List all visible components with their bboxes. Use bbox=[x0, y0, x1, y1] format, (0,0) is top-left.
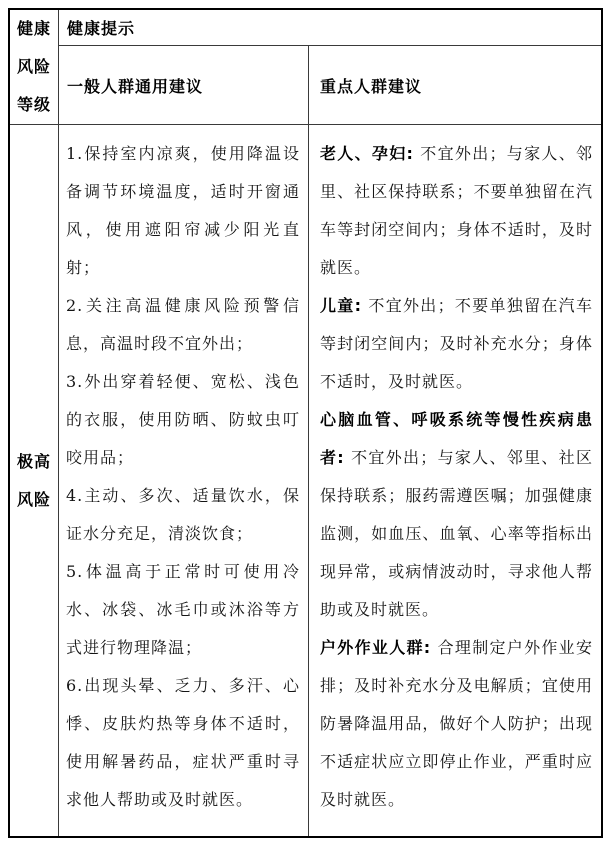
general-advice-item: 3.外出穿着轻便、宽松、浅色的衣服，使用防晒、防蚊虫叮咬用品； bbox=[66, 372, 300, 467]
key-group-label: 老人、孕妇: bbox=[320, 144, 414, 163]
key-group-paragraph bbox=[320, 135, 593, 287]
key-group-text: 合理制定户外作业安排；及时补充水分及电解质；宜使用防暑降温用品，做好个人防护；出现不适症状应立即停止作业，严重时应及时就医。 bbox=[320, 638, 593, 809]
key-group-label: 儿童: bbox=[320, 296, 362, 315]
risk-level-cell bbox=[10, 125, 59, 836]
key-group-paragraph bbox=[320, 287, 593, 401]
key-group-text: 不宜外出；不要单独留在汽车等封闭空间内；及时补充水分；身体不适时，及时就医。 bbox=[320, 296, 593, 391]
risk-level-line: 极高 bbox=[16, 451, 51, 471]
key-group-label: 心脑血管、呼吸系统等慢性疾病患者: bbox=[320, 410, 593, 467]
risk-level-header-line: 风险 bbox=[16, 57, 51, 76]
tips-header-cell bbox=[59, 10, 601, 46]
key-groups-header-label: 重点人群建议 bbox=[320, 76, 423, 96]
key-group-text: 不宜外出；与家人、邻里、社区保持联系；服药需遵医嘱；加强健康监测，如血压、血氧、心率等指标出现异常，或病情波动时，寻求他人帮助或及时就医。 bbox=[320, 448, 593, 619]
general-advice-header-label: 一般人群通用建议 bbox=[67, 76, 204, 96]
key-group-paragraph bbox=[320, 401, 593, 629]
general-advice-item: 1.保持室内凉爽，使用降温设备调节环境温度，适时开窗通风，使用遮阳帘减少阳光直射； bbox=[66, 144, 300, 277]
risk-level-header-cell bbox=[10, 10, 59, 125]
health-risk-table bbox=[8, 8, 603, 838]
general-advice-item: 5.体温高于正常时可使用冷水、冰袋、冰毛巾或沐浴等方式进行物理降温； bbox=[66, 562, 300, 657]
key-group-paragraph bbox=[320, 629, 593, 819]
key-group-text: 不宜外出；与家人、邻里、社区保持联系；不要单独留在汽车等封闭空间内；身体不适时，及时就医。 bbox=[320, 144, 593, 277]
general-advice-cell bbox=[59, 125, 309, 836]
risk-level-header-line: 健康 bbox=[16, 19, 51, 38]
risk-level-header-line: 等级 bbox=[16, 95, 51, 114]
risk-level-line: 风险 bbox=[16, 489, 51, 509]
key-groups-header-cell bbox=[309, 46, 601, 125]
general-advice-item: 2.关注高温健康风险预警信息，高温时段不宜外出； bbox=[66, 296, 300, 353]
key-groups-cell bbox=[309, 125, 601, 836]
general-advice-item: 4.主动、多次、适量饮水，保证水分充足，清淡饮食； bbox=[66, 486, 300, 543]
general-advice-header-cell bbox=[59, 46, 309, 125]
general-advice-item: 6.出现头晕、乏力、多汗、心悸、皮肤灼热等身体不适时，使用解暑药品，症状严重时寻求他人帮助或及时就医。 bbox=[66, 676, 300, 809]
tips-header-label: 健康提示 bbox=[67, 19, 136, 38]
key-group-label: 户外作业人群: bbox=[320, 638, 432, 657]
